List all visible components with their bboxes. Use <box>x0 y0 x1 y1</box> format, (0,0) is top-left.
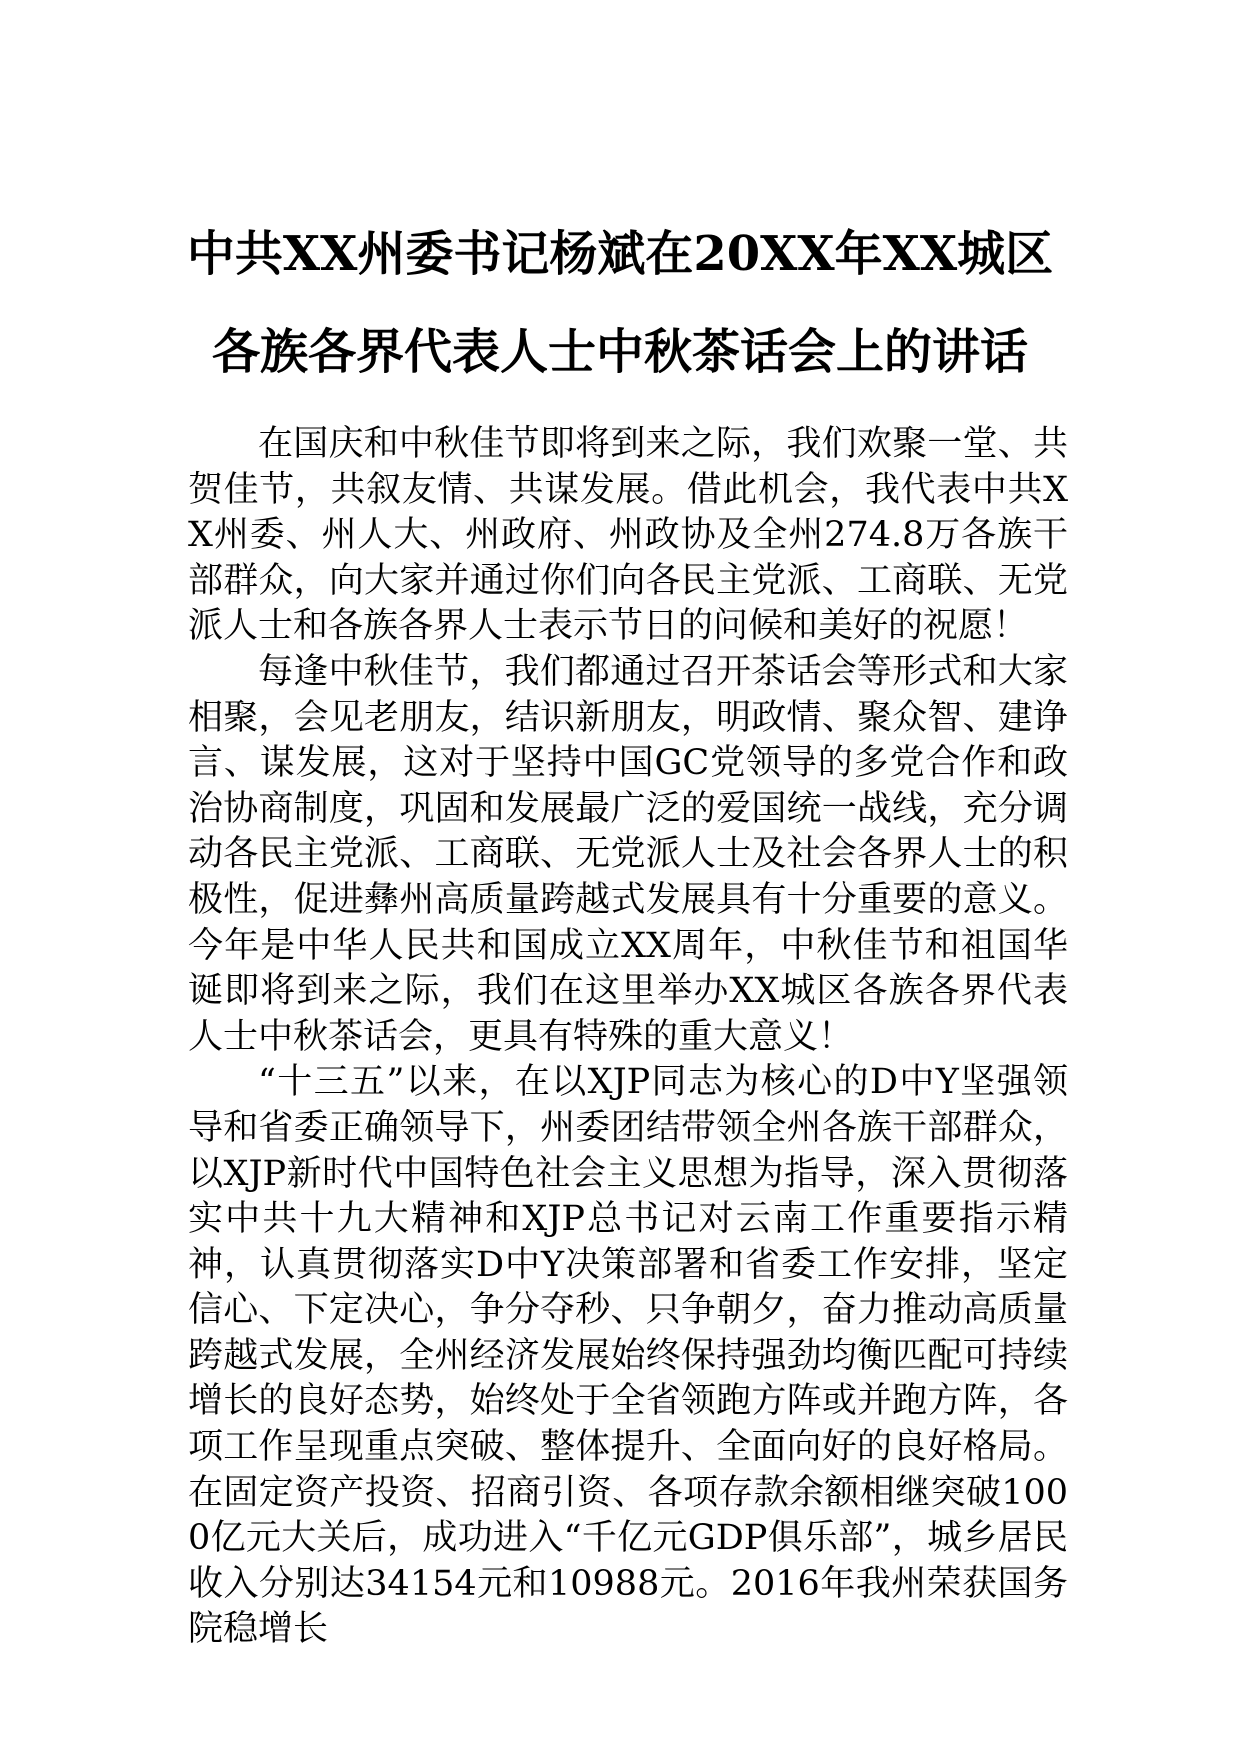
paragraph-3: “十三五”以来，在以XJP同志为核心的D中Y坚强领导和省委正确领导下，州委团结带领全州各族干部群众，以XJP新时代中国特色社会主义思想为指导，深入贯彻落实中共十九大精神和XJP总书记对云南工作重要指示精神，认真贯彻落实D中Y决策部署和省委工作安排，坚定信心、下定决心，争分夺秒、只争朝夕，奋力推动高质量跨越式发展，全州经济发展始终保持强劲均衡匹配可持续增长的良好态势，始终处于全省领跑方阵或并跑方阵，各项工作呈现重点突破、整体提升、全面向好的良好格局。在固定资产投资、招商引资、各项存款余额相继突破1000亿元大关后，成功进入“千亿元GDP俱乐部”，城乡居民收入分别达34154元和10988元。2016年我州荣获国务院稳增长 <box>188 1062 1068 1650</box>
title-line-2: 各族各界代表人士中秋茶话会上的讲话 <box>211 324 1028 380</box>
title-line-1: 中共XX州委书记杨斌在20XX年XX城区 <box>186 226 1054 282</box>
document-body <box>188 422 1068 1653</box>
paragraph-2: 每逢中秋佳节，我们都通过召开茶话会等形式和大家相聚，会见老朋友，结识新朋友，明政情、聚众智、建诤言、谋发展，这对于坚持中国GC党领导的多党合作和政治协商制度，巩固和发展最广泛的爱国统一战线，充分调动各民主党派、工商联、无党派人士及社会各界人士的积极性，促进彝州高质量跨越式发展具有十分重要的意义。今年是中华人民共和国成立XX周年，中秋佳节和祖国华诞即将到来之际，我们在这里举办XX城区各族各界代表人士中秋茶话会，更具有特殊的重大意义！ <box>188 651 1068 1057</box>
document-title <box>120 205 1120 401</box>
paragraph-1: 在国庆和中秋佳节即将到来之际，我们欢聚一堂、共贺佳节，共叙友情、共谋发展。借此机会，我代表中共XX州委、州人大、州政府、州政协及全州274.8万各族干部群众，向大家并通过你们向各民主党派、工商联、无党派人士和各族各界人士表示节日的问候和美好的祝愿！ <box>188 424 1068 647</box>
